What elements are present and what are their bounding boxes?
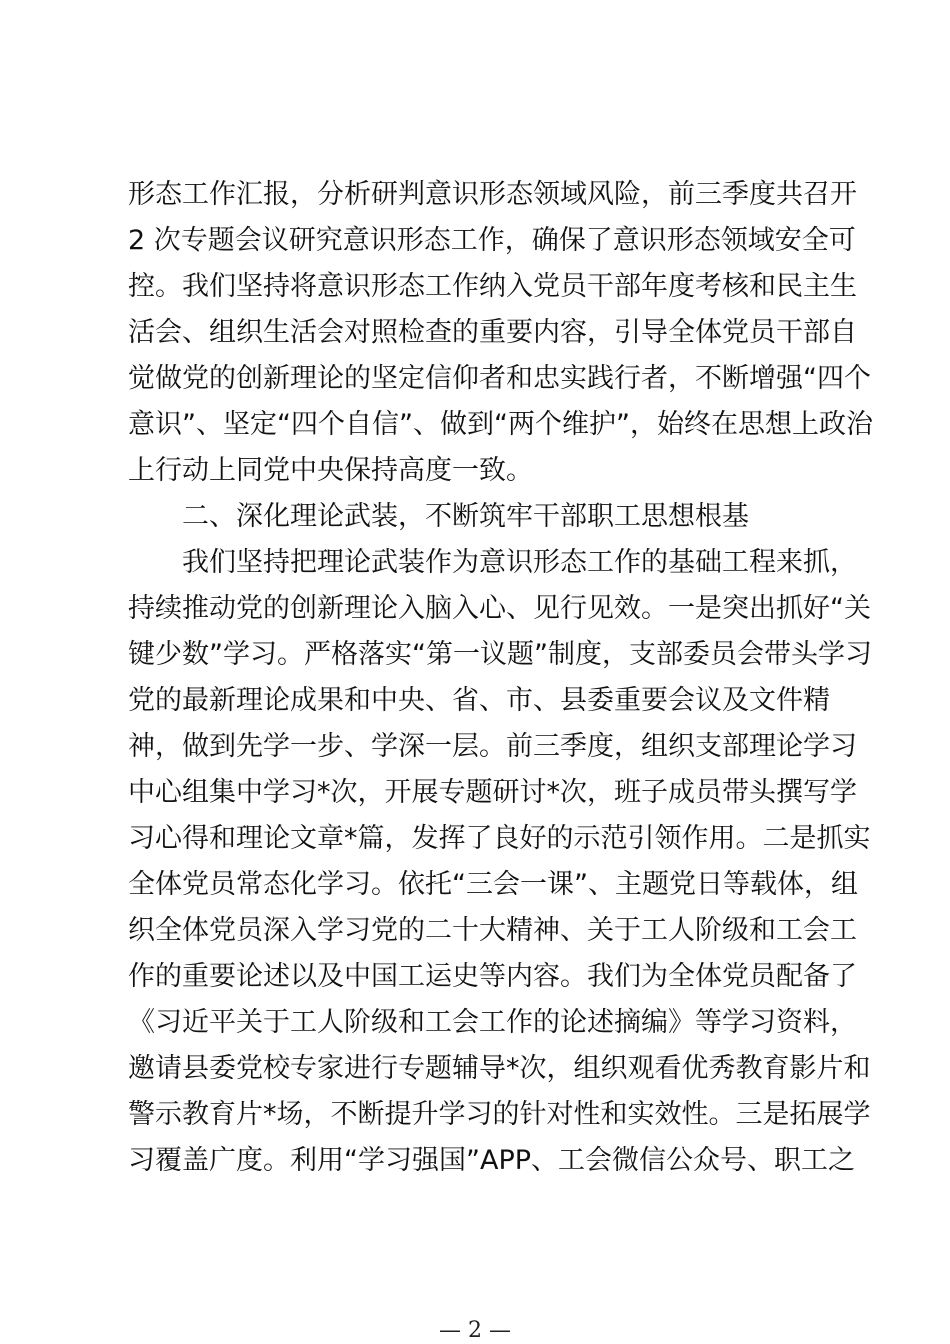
text-line: 《习近平关于工人阶级和工会工作的论述摘编》等学习资料， (128, 1007, 857, 1038)
text-line: 织全体党员深入学习党的二十大精神、关于工人阶级和工会工 (128, 915, 857, 946)
text-line: 习心得和理论文章*篇，发挥了良好的示范引领作用。二是抓实 (128, 823, 871, 854)
text-line: 作的重要论述以及中国工运史等内容。我们为全体党员配备了 (128, 961, 857, 992)
text-line: 觉做党的创新理论的坚定信仰者和忠实践行者，不断增强“四个 (128, 363, 871, 394)
text-line: 键少数”学习。严格落实“第一议题”制度，支部委员会带头学习 (128, 639, 872, 670)
section-heading: 二、深化理论武装，不断筑牢干部职工思想根基 (182, 501, 749, 532)
text-line: 党的最新理论成果和中央、省、市、县委重要会议及文件精 (128, 685, 830, 716)
text-line: 神，做到先学一步、学深一层。前三季度，组织支部理论学习 (128, 731, 857, 762)
text-line: 我们坚持把理论武装作为意识形态工作的基础工程来抓， (182, 547, 857, 578)
text-line: 警示教育片*场，不断提升学习的针对性和实效性。三是拓展学 (128, 1099, 871, 1130)
text-line: 上行动上同党中央保持高度一致。 (128, 455, 533, 486)
text-line: 全体党员常态化学习。依托“三会一课”、主题党日等载体，组 (128, 869, 858, 900)
text-line: 控。我们坚持将意识形态工作纳入党员干部年度考核和民主生 (128, 271, 857, 302)
text-line: 邀请县委党校专家进行专题辅导*次，组织观看优秀教育影片和 (128, 1053, 871, 1084)
text-line: 活会、组织生活会对照检查的重要内容，引导全体党员干部自 (128, 317, 857, 348)
text-line: 2 次专题会议研究意识形态工作，确保了意识形态领域安全可 (128, 225, 856, 256)
text-line: 习覆盖广度。利用“学习强国”APP、工会微信公众号、职工之 (128, 1145, 856, 1176)
text-line: 形态工作汇报，分析研判意识形态领域风险，前三季度共召开 (128, 179, 857, 210)
text-line: 持续推动党的创新理论入脑入心、见行见效。一是突出抓好“关 (128, 593, 871, 624)
text-line: 意识”、坚定“四个自信”、做到“两个维护”，始终在思想上政治 (128, 409, 873, 440)
text-line: 中心组集中学习*次，开展专题研讨*次，班子成员带头撰写学 (128, 777, 857, 808)
page-number: — 2 — (439, 1318, 511, 1343)
